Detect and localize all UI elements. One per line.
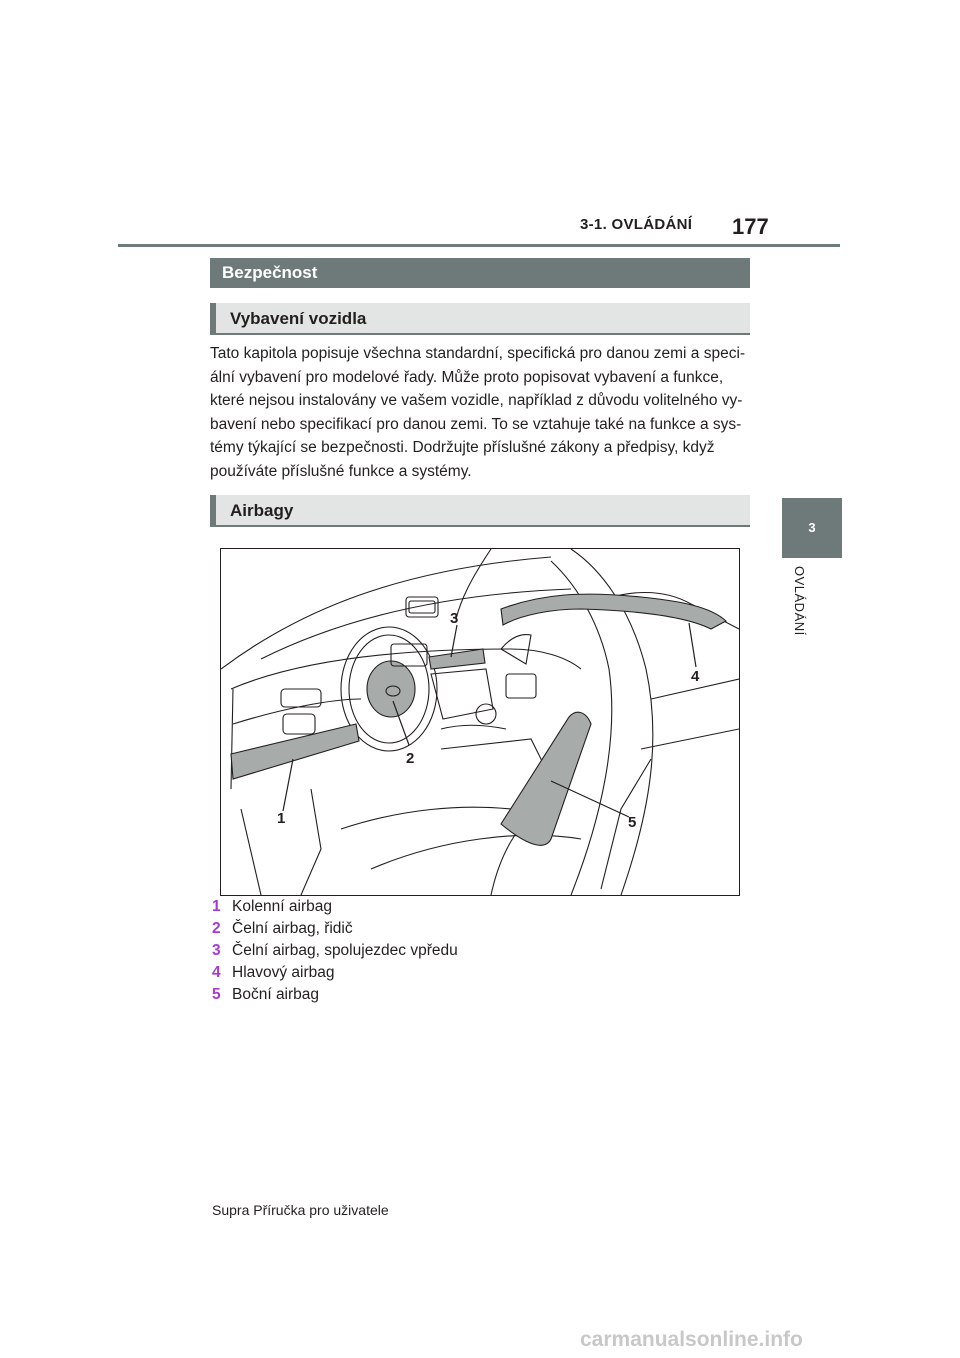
header-rule: [118, 244, 840, 247]
intro-text: Tato kapitola popisuje všechna standardní, specifická pro danou zemi a speci-ální vybavení pro modelové řady. Může proto popisovat vybavení a funkce, které nejsou instalovány ve vašem vozidle, například z důvodu volitelného vy-bavení nebo specifikací pro danou zemi. To se vztahuje také na funkce a sys-témy týkající se bezpečnosti. Dodržujte příslušné zákony a předpisy, když používáte příslušné funkce a systémy.: [210, 345, 746, 480]
header-section-title: 3-1. OVLÁDÁNÍ: [580, 216, 693, 233]
legend-number: 2: [212, 920, 221, 937]
legend-text: Boční airbag: [232, 986, 320, 1003]
legend-text: Kolenní airbag: [232, 898, 332, 915]
airbag-legend: [212, 896, 458, 1006]
footer-manual-title: Supra Příručka pro uživatele: [212, 1202, 389, 1218]
legend-item: [212, 896, 458, 918]
legend-text: Čelní airbag, řidič: [232, 920, 353, 937]
intro-paragraph: [210, 342, 752, 483]
legend-item: [212, 918, 458, 940]
legend-number: 5: [212, 986, 221, 1003]
legend-item: [212, 962, 458, 984]
legend-number: 1: [212, 898, 221, 915]
callout-3: 3: [450, 610, 459, 627]
callout-5: 5: [628, 814, 637, 831]
legend-item: [212, 984, 458, 1006]
subsection-heading-vybaveni: Vybavení vozidla: [210, 303, 750, 335]
callout-1: 1: [277, 810, 286, 827]
legend-text: Hlavový airbag: [232, 964, 335, 981]
car-interior-drawing: [221, 549, 739, 895]
callout-4: 4: [691, 668, 700, 685]
chapter-tab: 3: [782, 498, 842, 558]
legend-text: Čelní airbag, spolujezdec vpředu: [232, 942, 458, 959]
airbag-illustration: [220, 548, 740, 896]
watermark: carmanualsonline.info: [580, 1328, 803, 1351]
chapter-tab-label: OVLÁDÁNÍ: [792, 566, 807, 636]
legend-item: [212, 940, 458, 962]
page-number: 177: [732, 214, 769, 239]
legend-number: 4: [212, 964, 221, 981]
subsection-heading-airbagy: Airbagy: [210, 495, 750, 527]
callout-2: 2: [406, 750, 415, 767]
section-heading-bezpecnost: Bezpečnost: [210, 258, 750, 288]
legend-number: 3: [212, 942, 221, 959]
